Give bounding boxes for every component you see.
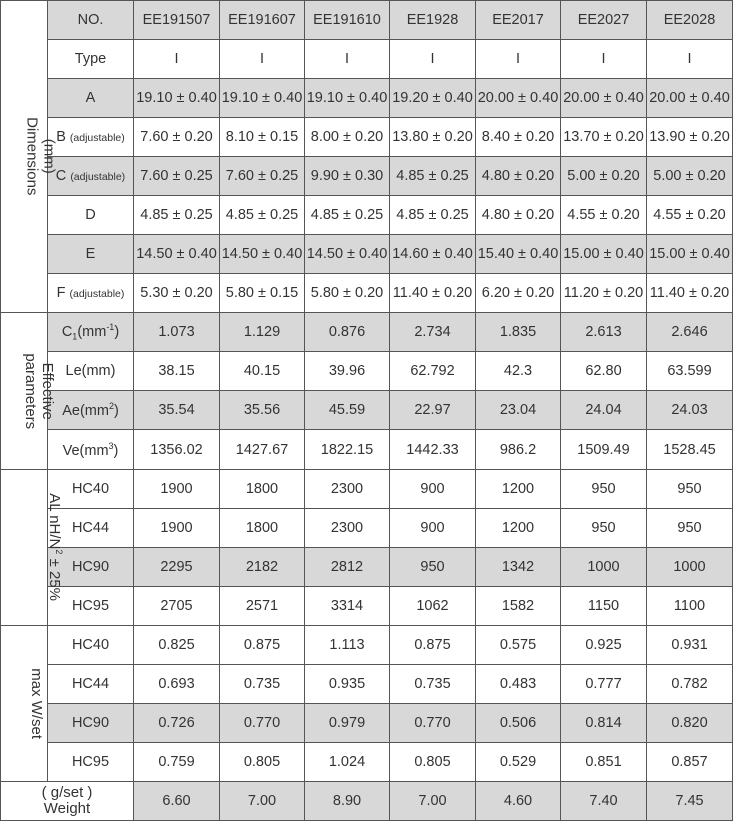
maxw-cell: 0.726: [134, 704, 220, 743]
dimension-cell: 11.20 ± 0.20: [561, 274, 647, 313]
al-label: HC40: [48, 470, 134, 509]
dimension-cell: 20.00 ± 0.40: [647, 79, 733, 118]
dimension-cell: 7.60 ± 0.25: [134, 157, 220, 196]
maxw-cell: 0.857: [647, 743, 733, 782]
al-label: HC95: [48, 587, 134, 626]
weight-label: ( g/set ) Weight: [1, 782, 134, 821]
type-cell: I: [220, 40, 305, 79]
maxw-label: HC44: [48, 665, 134, 704]
dimension-cell: 19.10 ± 0.40: [220, 79, 305, 118]
weight-cell: 7.00: [220, 782, 305, 821]
type-cell: I: [390, 40, 476, 79]
al-cell: 1062: [390, 587, 476, 626]
dimension-cell: 5.30 ± 0.20: [134, 274, 220, 313]
maxw-label: HC90: [48, 704, 134, 743]
dimension-cell: 4.85 ± 0.25: [390, 157, 476, 196]
maxw-row-hc44: [1, 665, 733, 704]
header-row: [1, 1, 733, 40]
al-row-hc90: [1, 548, 733, 587]
al-cell: 950: [390, 548, 476, 587]
effective-cell: 1822.15: [305, 430, 390, 470]
effective-cell: 1.835: [476, 313, 561, 352]
dimension-cell: 19.10 ± 0.40: [134, 79, 220, 118]
al-cell: 900: [390, 470, 476, 509]
effective-cell: 35.54: [134, 391, 220, 430]
effective-cell: 986.2: [476, 430, 561, 470]
effective-cell: 1356.02: [134, 430, 220, 470]
dimension-cell: 5.80 ± 0.20: [305, 274, 390, 313]
effective-cell: 1.073: [134, 313, 220, 352]
dimension-cell: 19.20 ± 0.40: [390, 79, 476, 118]
effective-cell: 2.734: [390, 313, 476, 352]
dimension-row-d: [1, 196, 733, 235]
type-cell: I: [134, 40, 220, 79]
maxw-cell: 1.113: [305, 626, 390, 665]
effective-label: Le(mm): [48, 352, 134, 391]
dimension-cell: 14.50 ± 0.40: [220, 235, 305, 274]
dimension-cell: 4.55 ± 0.20: [561, 196, 647, 235]
weight-cell: 8.90: [305, 782, 390, 821]
dimension-cell: 13.90 ± 0.20: [647, 118, 733, 157]
maxw-row-hc95: [1, 743, 733, 782]
effective-row-le: [1, 352, 733, 391]
al-cell: 2182: [220, 548, 305, 587]
dimension-cell: 11.40 ± 0.20: [647, 274, 733, 313]
al-cell: 950: [647, 509, 733, 548]
dimension-cell: 9.90 ± 0.30: [305, 157, 390, 196]
dimension-cell: 6.20 ± 0.20: [476, 274, 561, 313]
al-cell: 1100: [647, 587, 733, 626]
dimension-cell: 15.00 ± 0.40: [561, 235, 647, 274]
maxw-cell: 0.875: [220, 626, 305, 665]
effective-cell: 1528.45: [647, 430, 733, 470]
al-cell: 2571: [220, 587, 305, 626]
weight-cell: 4.60: [476, 782, 561, 821]
al-cell: 1800: [220, 509, 305, 548]
al-cell: 2705: [134, 587, 220, 626]
maxw-cell: 0.735: [220, 665, 305, 704]
maxw-cell: 0.825: [134, 626, 220, 665]
model-header: EE2027: [561, 1, 647, 40]
maxw-cell: 0.875: [390, 626, 476, 665]
effective-cell: 45.59: [305, 391, 390, 430]
maxw-cell: 0.770: [390, 704, 476, 743]
weight-cell: 7.00: [390, 782, 476, 821]
effective-cell: 42.3: [476, 352, 561, 391]
effective-cell: 22.97: [390, 391, 476, 430]
dimension-cell: 7.60 ± 0.25: [220, 157, 305, 196]
effective-cell: 38.15: [134, 352, 220, 391]
effective-cell: 40.15: [220, 352, 305, 391]
model-header: EE191607: [220, 1, 305, 40]
dimension-cell: 11.40 ± 0.20: [390, 274, 476, 313]
dimension-cell: 7.60 ± 0.20: [134, 118, 220, 157]
maxw-cell: 0.777: [561, 665, 647, 704]
maxw-cell: 0.820: [647, 704, 733, 743]
al-cell: 950: [561, 509, 647, 548]
maxw-cell: 0.931: [647, 626, 733, 665]
dimension-cell: 19.10 ± 0.40: [305, 79, 390, 118]
effective-cell: 35.56: [220, 391, 305, 430]
dimension-row-e: [1, 235, 733, 274]
effective-label: $C_1(mm^{-1})$: [48, 313, 134, 352]
al-cell: 1800: [220, 470, 305, 509]
al-cell: 1200: [476, 470, 561, 509]
al-row-hc40: [1, 470, 733, 509]
maxw-cell: 0.575: [476, 626, 561, 665]
maxw-cell: 0.782: [647, 665, 733, 704]
model-header: EE2017: [476, 1, 561, 40]
maxw-cell: 0.935: [305, 665, 390, 704]
weight-cell: 6.60: [134, 782, 220, 821]
dimension-cell: 13.80 ± 0.20: [390, 118, 476, 157]
type-label: Type: [48, 40, 134, 79]
al-cell: 3314: [305, 587, 390, 626]
effective-row-c1: [1, 313, 733, 352]
dimension-cell: 4.80 ± 0.20: [476, 196, 561, 235]
al-cell: 1900: [134, 509, 220, 548]
al-section-label: AL $nH/N^2 \pm 25\%$: [1, 470, 48, 626]
maxw-section-label: max W/set: [1, 626, 48, 782]
dimension-cell: 20.00 ± 0.40: [476, 79, 561, 118]
effective-label: $Ae(mm^2)$: [48, 391, 134, 430]
type-cell: I: [476, 40, 561, 79]
dimension-cell: 4.85 ± 0.25: [134, 196, 220, 235]
effective-cell: 24.03: [647, 391, 733, 430]
model-header: EE1928: [390, 1, 476, 40]
dimension-cell: 5.00 ± 0.20: [561, 157, 647, 196]
dimension-cell: 13.70 ± 0.20: [561, 118, 647, 157]
dimension-cell: 14.60 ± 0.40: [390, 235, 476, 274]
dimension-row-f: [1, 274, 733, 313]
maxw-cell: 0.805: [390, 743, 476, 782]
dimension-cell: 20.00 ± 0.40: [561, 79, 647, 118]
maxw-cell: 0.693: [134, 665, 220, 704]
dimension-row-b: [1, 118, 733, 157]
al-cell: 1342: [476, 548, 561, 587]
maxw-cell: 1.024: [305, 743, 390, 782]
maxw-cell: 0.506: [476, 704, 561, 743]
effective-cell: 1427.67: [220, 430, 305, 470]
maxw-label: HC40: [48, 626, 134, 665]
al-label: HC90: [48, 548, 134, 587]
al-cell: 2295: [134, 548, 220, 587]
effective-cell: 1442.33: [390, 430, 476, 470]
maxw-cell: 0.735: [390, 665, 476, 704]
type-row: [1, 40, 733, 79]
dimension-cell: 4.85 ± 0.25: [305, 196, 390, 235]
maxw-label: HC95: [48, 743, 134, 782]
al-row-hc44: [1, 509, 733, 548]
al-cell: 2300: [305, 509, 390, 548]
al-cell: 900: [390, 509, 476, 548]
effective-cell: 24.04: [561, 391, 647, 430]
effective-section-label: Effective parameters: [1, 313, 48, 470]
al-cell: 2300: [305, 470, 390, 509]
dimension-cell: 8.10 ± 0.15: [220, 118, 305, 157]
type-cell: I: [561, 40, 647, 79]
al-cell: 1200: [476, 509, 561, 548]
dimension-label: B (adjustable): [48, 118, 134, 157]
maxw-row-hc40: [1, 626, 733, 665]
maxw-cell: 0.805: [220, 743, 305, 782]
al-cell: 1000: [647, 548, 733, 587]
maxw-cell: 0.979: [305, 704, 390, 743]
effective-row-ve: [1, 430, 733, 470]
type-cell: I: [305, 40, 390, 79]
dimension-label: C (adjustable): [48, 157, 134, 196]
dimension-cell: 5.00 ± 0.20: [647, 157, 733, 196]
effective-cell: 39.96: [305, 352, 390, 391]
al-cell: 950: [647, 470, 733, 509]
al-cell: 2812: [305, 548, 390, 587]
weight-row: [1, 782, 733, 821]
effective-cell: 62.80: [561, 352, 647, 391]
al-label: HC44: [48, 509, 134, 548]
dimension-label: F (adjustable): [48, 274, 134, 313]
dimensions-section-label: (mm) Dimensions: [1, 1, 48, 313]
maxw-cell: 0.814: [561, 704, 647, 743]
dimension-cell: 8.40 ± 0.20: [476, 118, 561, 157]
al-cell: 950: [561, 470, 647, 509]
no-header: NO.: [48, 1, 134, 40]
dimension-label: A: [48, 79, 134, 118]
dimension-cell: 4.80 ± 0.20: [476, 157, 561, 196]
al-cell: 1000: [561, 548, 647, 587]
dimension-cell: 15.00 ± 0.40: [647, 235, 733, 274]
dimension-cell: 8.00 ± 0.20: [305, 118, 390, 157]
maxw-cell: 0.529: [476, 743, 561, 782]
dimension-cell: 15.40 ± 0.40: [476, 235, 561, 274]
effective-cell: 2.646: [647, 313, 733, 352]
effective-cell: 1.129: [220, 313, 305, 352]
effective-row-ae: [1, 391, 733, 430]
effective-label: $Ve(mm^3)$: [48, 430, 134, 470]
effective-cell: 62.792: [390, 352, 476, 391]
type-cell: I: [647, 40, 733, 79]
al-row-hc95: [1, 587, 733, 626]
al-cell: 1900: [134, 470, 220, 509]
al-cell: 1582: [476, 587, 561, 626]
dimension-row-c: [1, 157, 733, 196]
dimension-cell: 4.55 ± 0.20: [647, 196, 733, 235]
weight-cell: 7.45: [647, 782, 733, 821]
effective-cell: 23.04: [476, 391, 561, 430]
weight-cell: 7.40: [561, 782, 647, 821]
dimension-row-a: [1, 79, 733, 118]
dimension-cell: 4.85 ± 0.25: [220, 196, 305, 235]
model-header: EE191610: [305, 1, 390, 40]
maxw-cell: 0.925: [561, 626, 647, 665]
maxw-cell: 0.770: [220, 704, 305, 743]
effective-cell: 1509.49: [561, 430, 647, 470]
model-header: EE2028: [647, 1, 733, 40]
dimension-cell: 14.50 ± 0.40: [134, 235, 220, 274]
dimension-label: E: [48, 235, 134, 274]
effective-cell: 0.876: [305, 313, 390, 352]
dimension-label: D: [48, 196, 134, 235]
maxw-cell: 0.851: [561, 743, 647, 782]
effective-cell: 2.613: [561, 313, 647, 352]
maxw-cell: 0.483: [476, 665, 561, 704]
dimension-cell: 4.85 ± 0.25: [390, 196, 476, 235]
dimension-cell: 5.80 ± 0.15: [220, 274, 305, 313]
effective-cell: 63.599: [647, 352, 733, 391]
al-cell: 1150: [561, 587, 647, 626]
model-header: EE191507: [134, 1, 220, 40]
dimension-cell: 14.50 ± 0.40: [305, 235, 390, 274]
maxw-row-hc90: [1, 704, 733, 743]
maxw-cell: 0.759: [134, 743, 220, 782]
